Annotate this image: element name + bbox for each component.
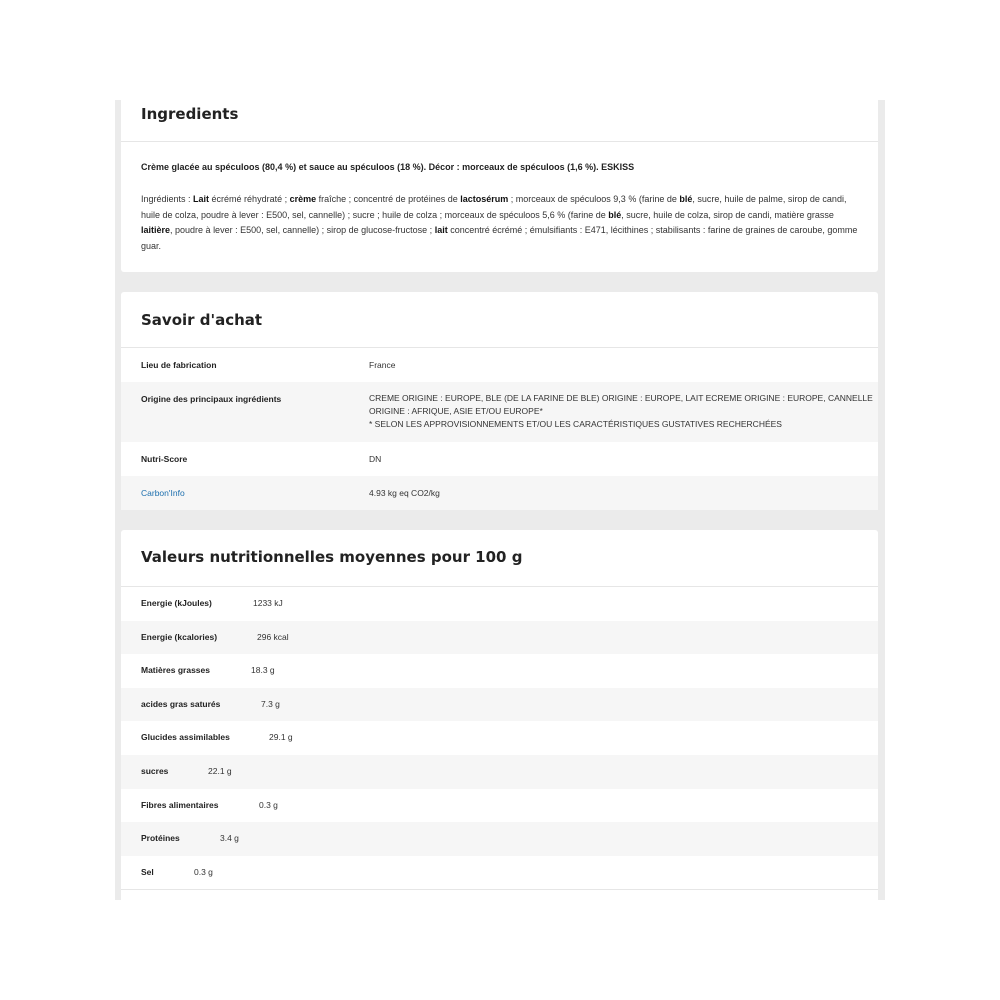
savoir-achat-title: Savoir d'achat <box>141 311 263 329</box>
ingredients-list <box>141 192 859 254</box>
nutrient-label: Matières grasses <box>141 665 210 676</box>
ingredient-text: Ingrédients : <box>141 194 194 204</box>
nutrition-row <box>121 789 878 823</box>
info-label: Origine des principaux ingrédients <box>141 394 282 404</box>
nutrient-value: 0.3 g <box>259 799 278 810</box>
allergen-text: crème <box>289 194 317 204</box>
nutrient-value: 1233 kJ <box>253 598 283 608</box>
info-value: * SELON LES APPROVISIONNEMENTS ET/OU LES CARACTÉRISTIQUES GUSTATIVES RECHERCHÉES <box>369 419 782 429</box>
ingredient-text: , sucre, huile de colza, sirop de candi, matière grasse <box>621 209 834 220</box>
nutrient-value: 296 kcal <box>257 631 289 642</box>
allergen-text: Lait <box>193 194 210 204</box>
info-value: France <box>369 360 396 370</box>
nutrient-label: Energie (kcalories) <box>141 631 218 642</box>
info-row-origine <box>121 382 878 442</box>
info-row-nutriscore <box>121 442 878 476</box>
info-label: Lieu de fabrication <box>141 360 217 370</box>
nutrient-label: acides gras saturés <box>141 698 221 709</box>
nutrition-row <box>121 721 878 755</box>
savoir-achat-card <box>121 292 878 510</box>
ingredient-text: ; morceaux de spéculoos 9,3 % (farine de <box>508 194 680 204</box>
ingredient-text: , poudre à lever : E500, sel, cannelle) ; sirop de glucose-fructose ; <box>170 225 435 235</box>
allergen-text: blé <box>679 194 693 204</box>
carbon-info-link[interactable]: Carbon'Info <box>141 488 185 498</box>
nutrient-value: 29.1 g <box>269 732 293 743</box>
ingredient-text: écrémé réhydraté ; <box>209 194 290 204</box>
nutrition-card <box>121 530 878 900</box>
nutrient-label: Protéines <box>141 833 180 844</box>
ingredients-summary: Crème glacée au spéculoos (80,4 %) et sauce au spéculoos (18 %). Décor : morceaux de spéculoos (1,6 %). ESKISS <box>141 162 635 172</box>
ingredient-text: , sucre, huile de palme, sirop de candi, huile de colza, poudre à lever : E500, sel, cannelle) ; sucre ; huile de colza ; morceaux de spéculoos 5,6 % (farine de <box>141 194 847 220</box>
divider <box>121 141 878 142</box>
ingredient-text: concentré écrémé ; émulsifiants : E471, lécithines ; stabilisants : farine de graines de caroube, gomme guar. <box>141 225 858 251</box>
divider <box>121 889 878 890</box>
nutrition-row <box>121 587 878 621</box>
nutrition-row <box>121 688 878 722</box>
info-value: DN <box>369 454 382 464</box>
nutrition-row <box>121 856 878 890</box>
nutrition-row <box>121 822 878 856</box>
nutrient-label: sucres <box>141 766 169 776</box>
nutrient-value: 7.3 g <box>261 698 280 709</box>
nutrient-label: Glucides assimilables <box>141 732 230 743</box>
info-row-lieu <box>121 348 878 382</box>
nutrient-value: 18.3 g <box>251 665 275 676</box>
nutrition-row <box>121 654 878 688</box>
nutrition-title: Valeurs nutritionnelles moyennes pour 100 g <box>141 548 523 566</box>
allergen-text: laitière <box>141 225 171 235</box>
allergen-text: lactosérum <box>460 194 509 204</box>
nutrition-row <box>121 755 878 789</box>
info-value: 4.93 kg eq CO2/kg <box>369 488 440 498</box>
info-row-carboninfo <box>121 476 878 510</box>
nutrient-value: 3.4 g <box>220 833 239 844</box>
ingredient-text: fraîche ; concentré de protéines de <box>316 194 461 204</box>
ingredients-title: Ingredients <box>141 105 239 123</box>
allergen-text: blé <box>608 209 622 220</box>
allergen-text: lait <box>434 225 448 235</box>
nutrient-value: 22.1 g <box>208 766 232 776</box>
product-details-panel <box>115 100 885 900</box>
info-value: ORIGINE : AFRIQUE, ASIE ET/OU EUROPE* <box>369 406 543 416</box>
nutrient-value: 0.3 g <box>194 866 213 877</box>
ingredients-card <box>121 100 878 272</box>
nutrient-label: Sel <box>141 866 154 877</box>
info-label: Nutri-Score <box>141 454 188 464</box>
nutrition-row <box>121 621 878 655</box>
nutrient-label: Energie (kJoules) <box>141 598 212 608</box>
info-value: CREME ORIGINE : EUROPE, BLE (DE LA FARINE DE BLE) ORIGINE : EUROPE, LAIT ECREME ORIGINE : EUROPE, CANNELLE <box>369 393 873 403</box>
nutrient-label: Fibres alimentaires <box>141 799 219 810</box>
